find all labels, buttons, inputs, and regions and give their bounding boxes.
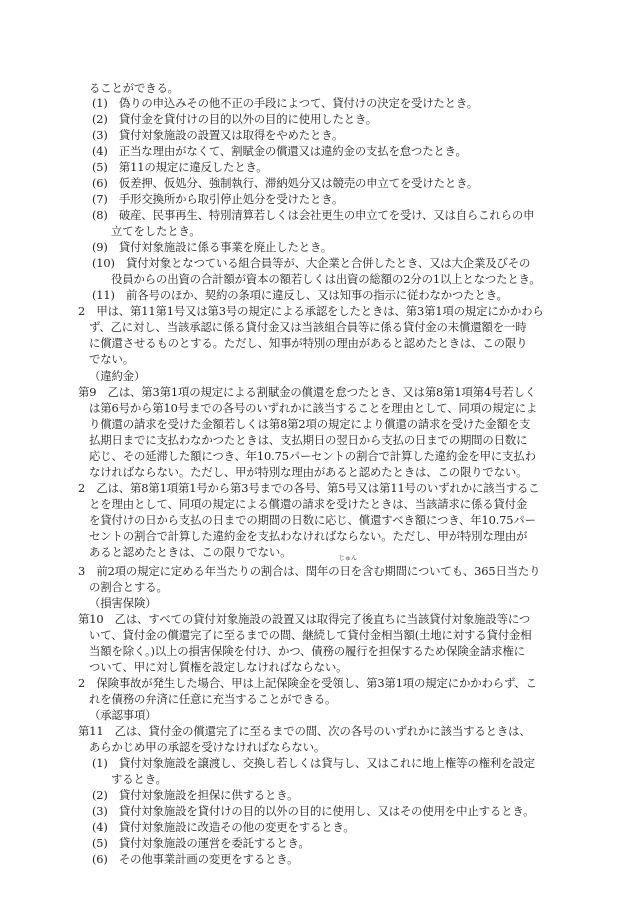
article-9-cont: は第6号から第10号までの各号のいずれかに該当することを理由として、同項の規定によ [89, 401, 538, 415]
article-10-cont: 当額を除く。)以上の損害保険を付け、かつ、債務の履行を担保するため保険金請求権に [89, 644, 525, 658]
article-9-cont: 応じ、その延滞した額につき、年10.75パーセントの割合で計算した違約金を甲に支払わ [89, 449, 536, 463]
paragraph-2: 2 甲は、第11第1号又は第3号の規定による承認をしたときは、第3第1項の規定にかかわら [78, 304, 544, 318]
list-item-9: (9) 貸付対象施設に係る事業を廃止したとき。 [92, 240, 333, 254]
list-item-5: (5) 第11の規定に違反したとき。 [92, 160, 268, 174]
approval-item-4: (4) 貸付対象施設に改造その他の変更をするとき。 [92, 820, 355, 834]
article-9-para-3: 3 前2項の規定に定める年当たりの割合は、閏年の日を含む期間についても、365日当たり [78, 564, 541, 578]
approval-item-2: (2) 貸付対象施設を担保に供するとき。 [92, 788, 299, 802]
list-item-10: (10) 貸付対象となつている組合員等が、大企業と合併したとき、又は大企業及びその [92, 256, 531, 270]
article-9-para-2-cont: とを理由として、同項の規定による償還の請求を受けたときは、当該請求に係る貸付金 [89, 497, 528, 511]
list-item-10-cont: 役員からの出資の合計額が資本の額若しくは出資の総額の2分の1以上となつたとき。 [111, 272, 541, 286]
list-item-8-cont: 立てをしたとき。 [111, 224, 201, 238]
ruby-text: じゅん [339, 555, 358, 562]
article-9-para-2-cont: あると認めたときは、この限りでない。 [89, 545, 292, 559]
list-item-4: (4) 正当な理由がなくて、割賦金の償還又は違約金の支払を怠つたとき。 [92, 144, 467, 158]
article-9-para-3-cont: の割合とする。 [89, 580, 168, 594]
list-item-11: (11) 前各号のほか、契約の条項に違反し、又は知事の指示に従わなかつたとき。 [92, 288, 508, 302]
section-heading-insurance: （損害保険） [89, 596, 157, 610]
article-11: 第11 乙は、貸付金の償還完了に至るまでの間、次の各号のいずれかに該当するときは、 [78, 724, 531, 738]
paragraph-2-cont: に償還させるものとする。ただし、知事が特別の理由があると認めたときは、この限り [89, 336, 528, 350]
text-line: ることができる。 [89, 81, 179, 95]
section-heading-penalty: （違約金） [89, 369, 146, 383]
approval-item-1-cont: するとき。 [111, 772, 167, 786]
article-9-para-2: 2 乙は、第8第1項第1号から第3号までの各号、第5号又は第11号のいずれかに該当するこ [78, 481, 540, 495]
paragraph-2-cont: でない。 [89, 352, 134, 366]
list-item-3: (3) 貸付対象施設の設置又は取得をやめたとき。 [92, 128, 344, 142]
list-item-7: (7) 手形交換所から取引停止処分を受けたとき。 [92, 192, 344, 206]
article-9-cont: り償還の請求を受けた金額若しくは第8第2項の規定により償還の請求を受けた金額を支 [89, 417, 531, 431]
approval-item-3: (3) 貸付対象施設を貸付けの目的以外の目的に使用し、又はその使用を中止するとき。 [92, 804, 535, 818]
list-item-1: (1) 偽りの申込みその他不正の手段によつて、貸付けの決定を受けたとき。 [92, 96, 478, 110]
paragraph-2-cont: ず、乙に対し、当該承認に係る貸付金又は当該組合員等に係る貸付金の未償還額を一時 [89, 320, 527, 334]
article-9-cont: なければならない。ただし、甲が特別な理由があると認めたときは、この限りでない。 [89, 465, 528, 479]
list-item-2: (2) 貸付金を貸付けの目的以外の目的に使用したとき。 [92, 112, 378, 126]
approval-item-1: (1) 貸付対象施設を譲渡し、交換し若しくは貸与し、又はこれに地上権等の権利を設定 [92, 756, 535, 770]
article-9: 第9 乙は、第3第1項の規定による割賦金の償還を怠つたとき、又は第8第1項第4号若しく [78, 385, 537, 399]
article-10: 第10 乙は、すべての貸付対象施設の設置又は取得完了後直ちに当該貸付対象施設等につ [78, 612, 531, 626]
article-10-para-2: 2 保険事故が発生した場合、甲は上記保険金を受領し、第3第1項の規定にかかわらず、こ [78, 676, 537, 690]
article-9-para-2-cont: セントの割合で計算した違約金を支払わなければならない。ただし、甲が特別な理由が [89, 529, 528, 543]
approval-item-5: (5) 貸付対象施設の運営を委託するとき。 [92, 836, 310, 850]
approval-item-6: (6) その他事業計画の変更をするとき。 [92, 852, 299, 866]
list-item-6: (6) 仮差押、仮処分、強制執行、滞納処分又は競売の申立てを受けたとき。 [92, 176, 479, 190]
list-item-8: (8) 破産、民事再生、特別清算若しくは会社更生の申立てを受け、又は自らこれらの申 [92, 208, 535, 222]
section-heading-approval: （承認事項） [89, 708, 157, 722]
article-9-para-2-cont: を貸付けの日から支払の日までの期間の日数に応じ、償還すべき額につき、年10.75パー [89, 513, 536, 527]
article-10-cont: ついて、甲に対し質権を設定しなければならない。 [89, 660, 348, 674]
article-9-cont: 払期日までに支払わなかつたときは、支払期日の翌日から支払の日までの期間の日数に [89, 433, 528, 447]
article-10-para-2-cont: れを債務の弁済に任意に充当することができる。 [89, 692, 337, 706]
article-11-cont: あらかじめ甲の承認を受けなければならない。 [89, 740, 326, 754]
article-10-cont: いて、貸付金の償還完了に至るまでの間、継続して貸付金相当額(土地に対する貸付金相 [89, 628, 532, 642]
